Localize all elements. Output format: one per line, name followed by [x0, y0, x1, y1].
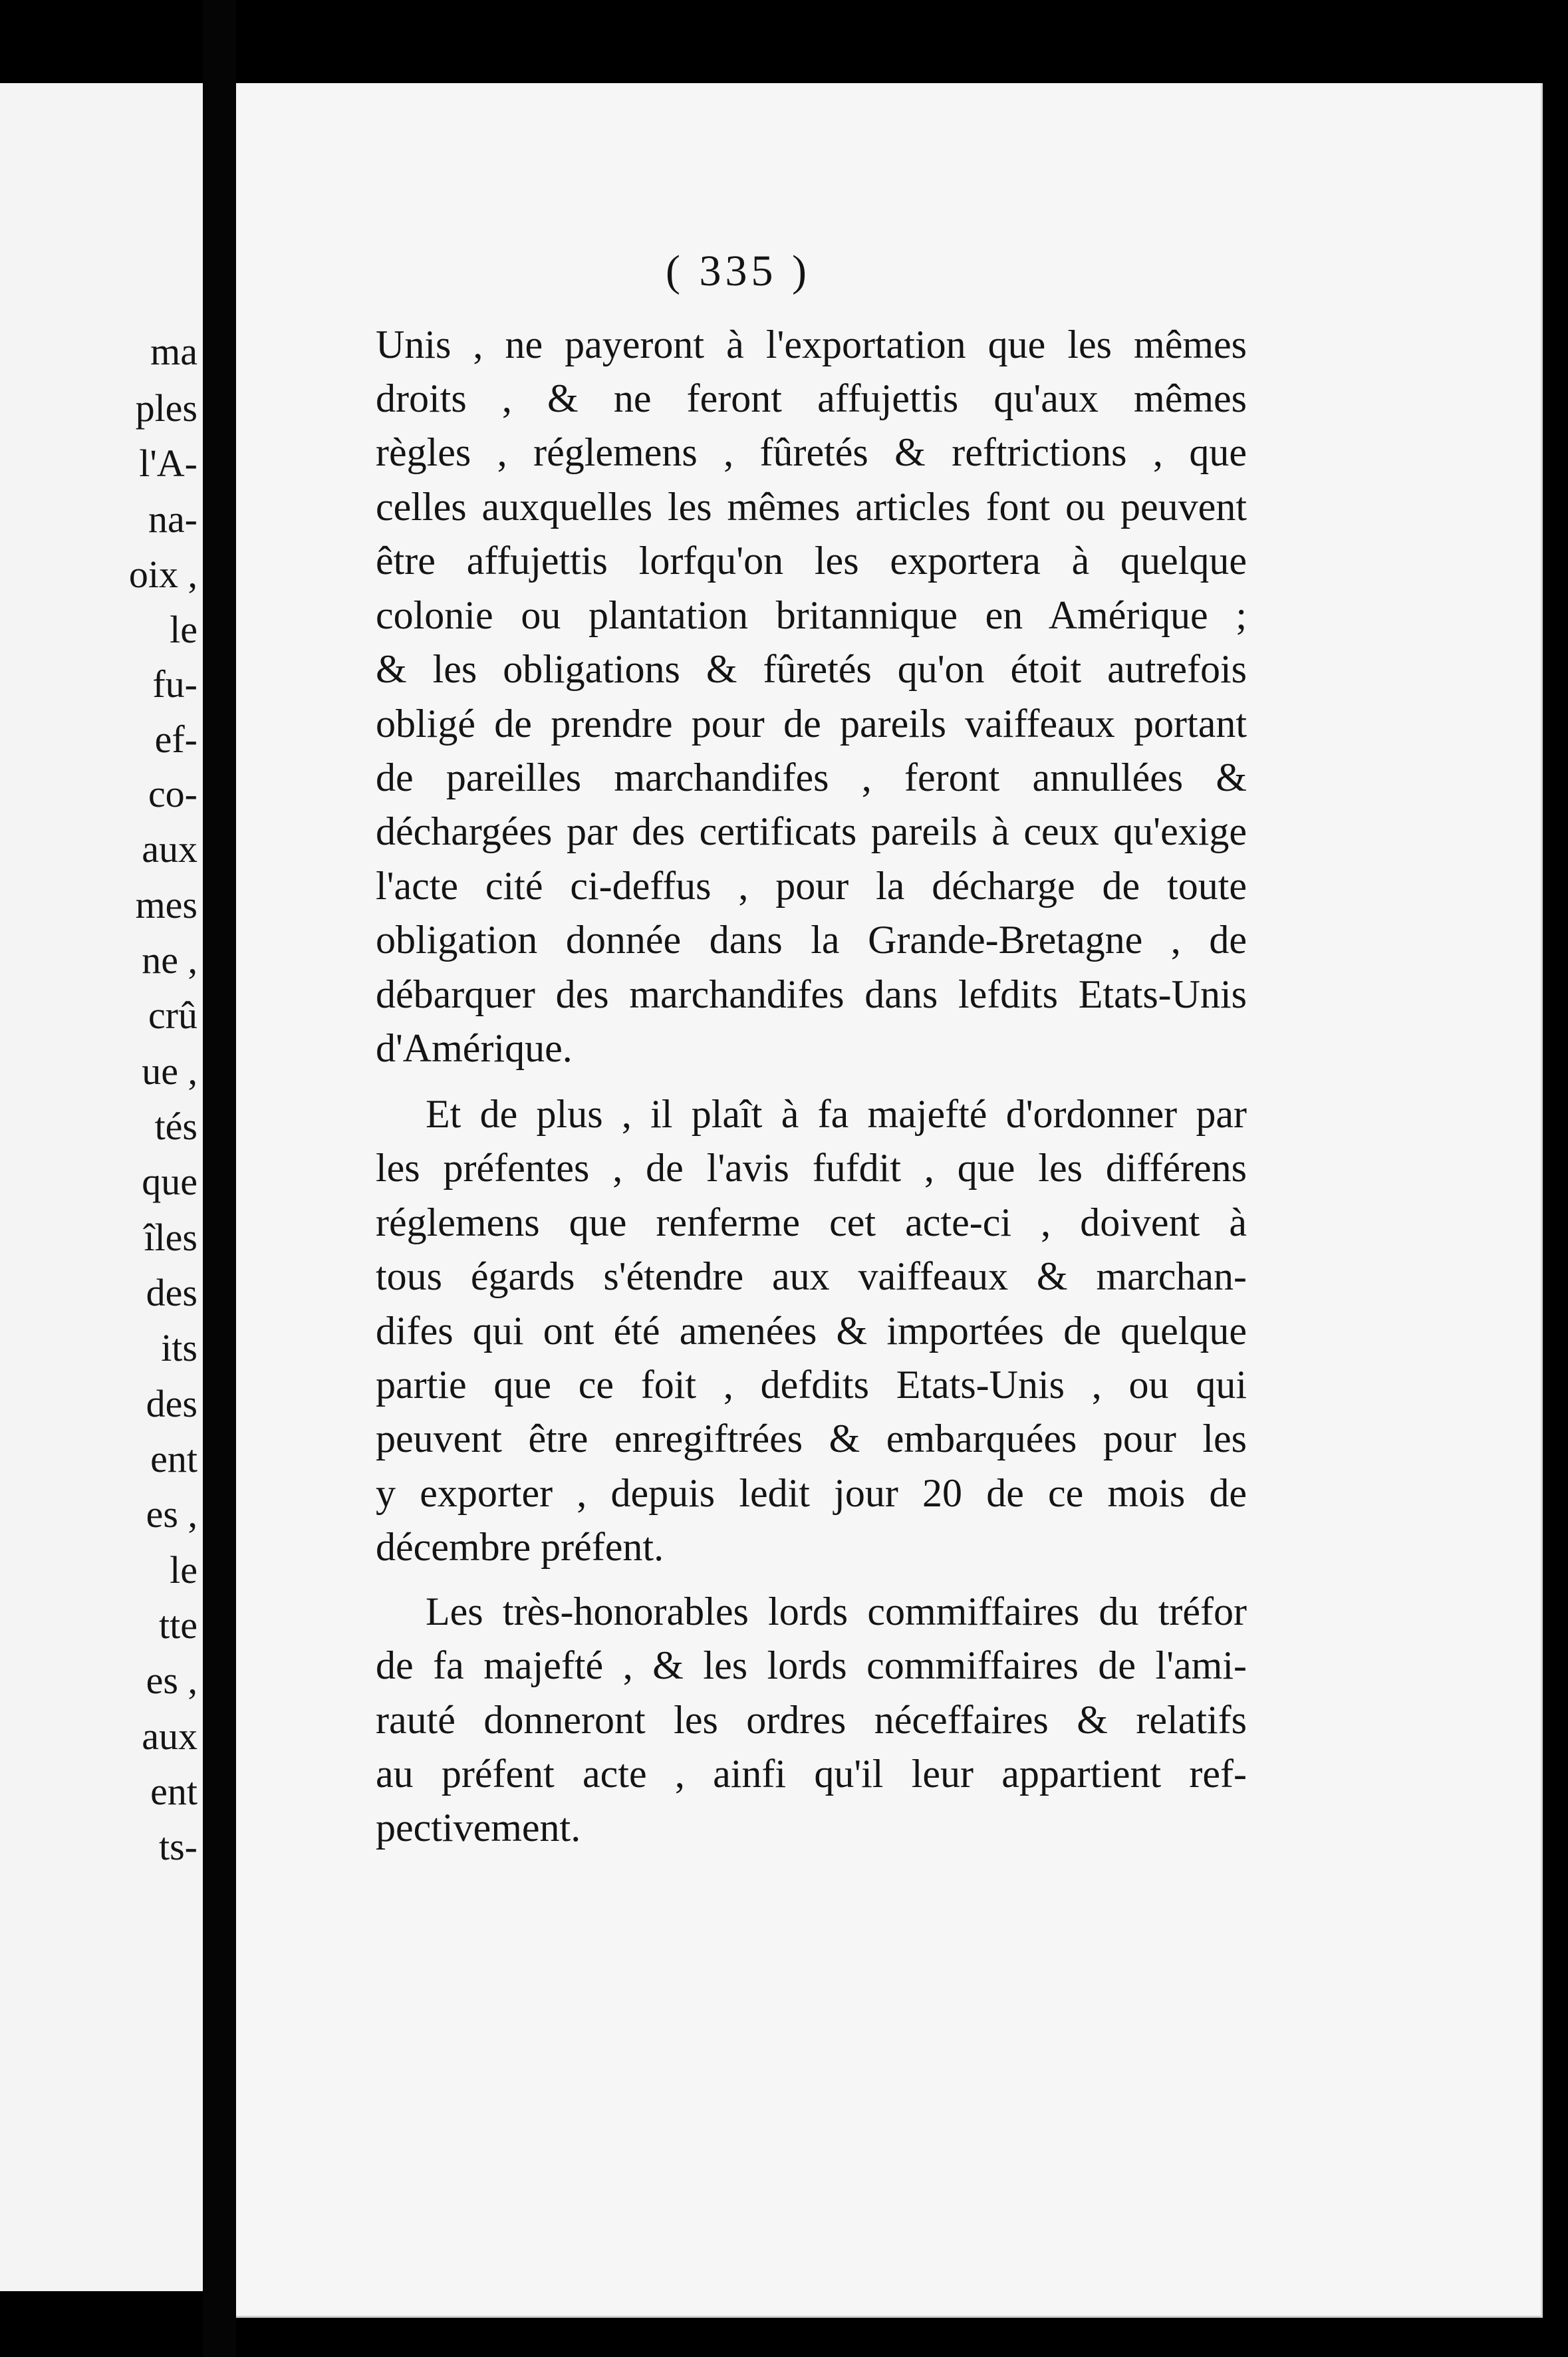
text-line: être affujettis lorfqu'on les exportera à quelque — [376, 539, 1247, 583]
text-line: Et de plus , il plaît à fa majefté d'ordonner par — [426, 1092, 1247, 1136]
left-page-fragment: aux — [142, 827, 197, 871]
text-line: les préfentes , de l'avis fufdit , que les différens — [376, 1146, 1247, 1190]
text-line: rauté donneront les ordres néceffaires & relatifs — [376, 1698, 1247, 1742]
left-page-fragment: des — [146, 1382, 197, 1425]
text-line: obligé de prendre pour de pareils vaiffeaux portant — [376, 702, 1247, 746]
left-page-fragment: es , — [146, 1659, 197, 1702]
left-page-fragment: es , — [146, 1492, 197, 1536]
text-line: déchargées par des certificats pareils à ceux qu'exige — [376, 809, 1247, 853]
left-page-fragment: îles — [144, 1216, 197, 1259]
text-line: droits , & ne feront affujettis qu'aux mêmes — [376, 376, 1247, 420]
left-page-fragment: ue , — [142, 1049, 197, 1093]
left-page-fragment: ples — [135, 386, 197, 430]
text-line: celles auxquelles les mêmes articles font ou peuvent — [376, 485, 1247, 529]
left-page-fragment: ma — [150, 330, 197, 373]
left-page-fragment: crû — [148, 994, 197, 1037]
text-line: peuvent être enregiftrées & embarquées pour les — [376, 1417, 1247, 1460]
left-page-fragment: fu- — [152, 662, 197, 706]
left-page-fragment: co- — [148, 772, 197, 815]
text-line: obligation donnée dans la Grande-Bretagne , de — [376, 918, 1247, 962]
left-page-fragment: tés — [154, 1105, 197, 1148]
text-line: réglemens que renferme cet acte-ci , doivent à — [376, 1200, 1247, 1244]
left-page-fragment: ts- — [159, 1825, 197, 1868]
text-line: règles , réglemens , fûretés & reftrictions , que — [376, 430, 1247, 474]
text-line: au préfent acte , ainfi qu'il leur appartient ref- — [376, 1752, 1247, 1796]
left-page-fragment: aux — [142, 1715, 197, 1758]
left-page-fragment: le — [170, 608, 197, 651]
left-page-edge — [0, 83, 203, 2291]
left-page-fragment: na- — [148, 497, 197, 541]
left-page-fragment: oix , — [128, 553, 197, 596]
text-line: difes qui ont été amenées & importées de quelque — [376, 1309, 1247, 1353]
left-page-fragment: que — [142, 1160, 197, 1203]
text-line: Unis , ne payeront à l'exportation que les mêmes — [376, 323, 1247, 366]
text-line: débarquer des marchandifes dans lefdits Etats-Unis — [376, 972, 1247, 1016]
text-line: colonie ou plantation britannique en Amérique ; — [376, 593, 1247, 637]
text-line: pectivement. — [376, 1806, 581, 1850]
text-line: Les très-honorables lords commiffaires du tréfor — [426, 1590, 1247, 1633]
text-line: & les obligations & fûretés qu'on étoit autrefois — [376, 647, 1247, 691]
page-number: ( 335 ) — [666, 247, 811, 295]
text-line: de fa majefté , & les lords commiffaires de l'ami- — [376, 1643, 1247, 1687]
left-page-fragment: ne , — [142, 938, 197, 982]
text-line: de pareilles marchandifes , feront annullées & — [376, 756, 1247, 799]
left-page-fragment: its — [161, 1326, 197, 1369]
text-line: partie que ce foit , defdits Etats-Unis , ou qui — [376, 1363, 1247, 1407]
text-line: y exporter , depuis ledit jour 20 de ce mois de — [376, 1471, 1247, 1515]
left-page-fragment: ent — [150, 1770, 197, 1813]
left-page-fragment: le — [170, 1548, 197, 1592]
text-line: décembre préfent. — [376, 1525, 664, 1569]
left-page-fragment: tte — [159, 1603, 197, 1647]
left-page-fragment: ef- — [154, 718, 197, 761]
left-page-fragment: des — [146, 1271, 197, 1314]
book-gutter — [203, 0, 236, 2357]
left-page-fragment: l'A- — [139, 442, 197, 485]
text-line: tous égards s'étendre aux vaiffeaux & marchan- — [376, 1254, 1247, 1298]
text-line: d'Amérique. — [376, 1026, 573, 1070]
left-page-fragment: mes — [135, 883, 197, 926]
text-line: l'acte cité ci-deffus , pour la décharge de toute — [376, 864, 1247, 908]
left-page-fragment: ent — [150, 1437, 197, 1480]
